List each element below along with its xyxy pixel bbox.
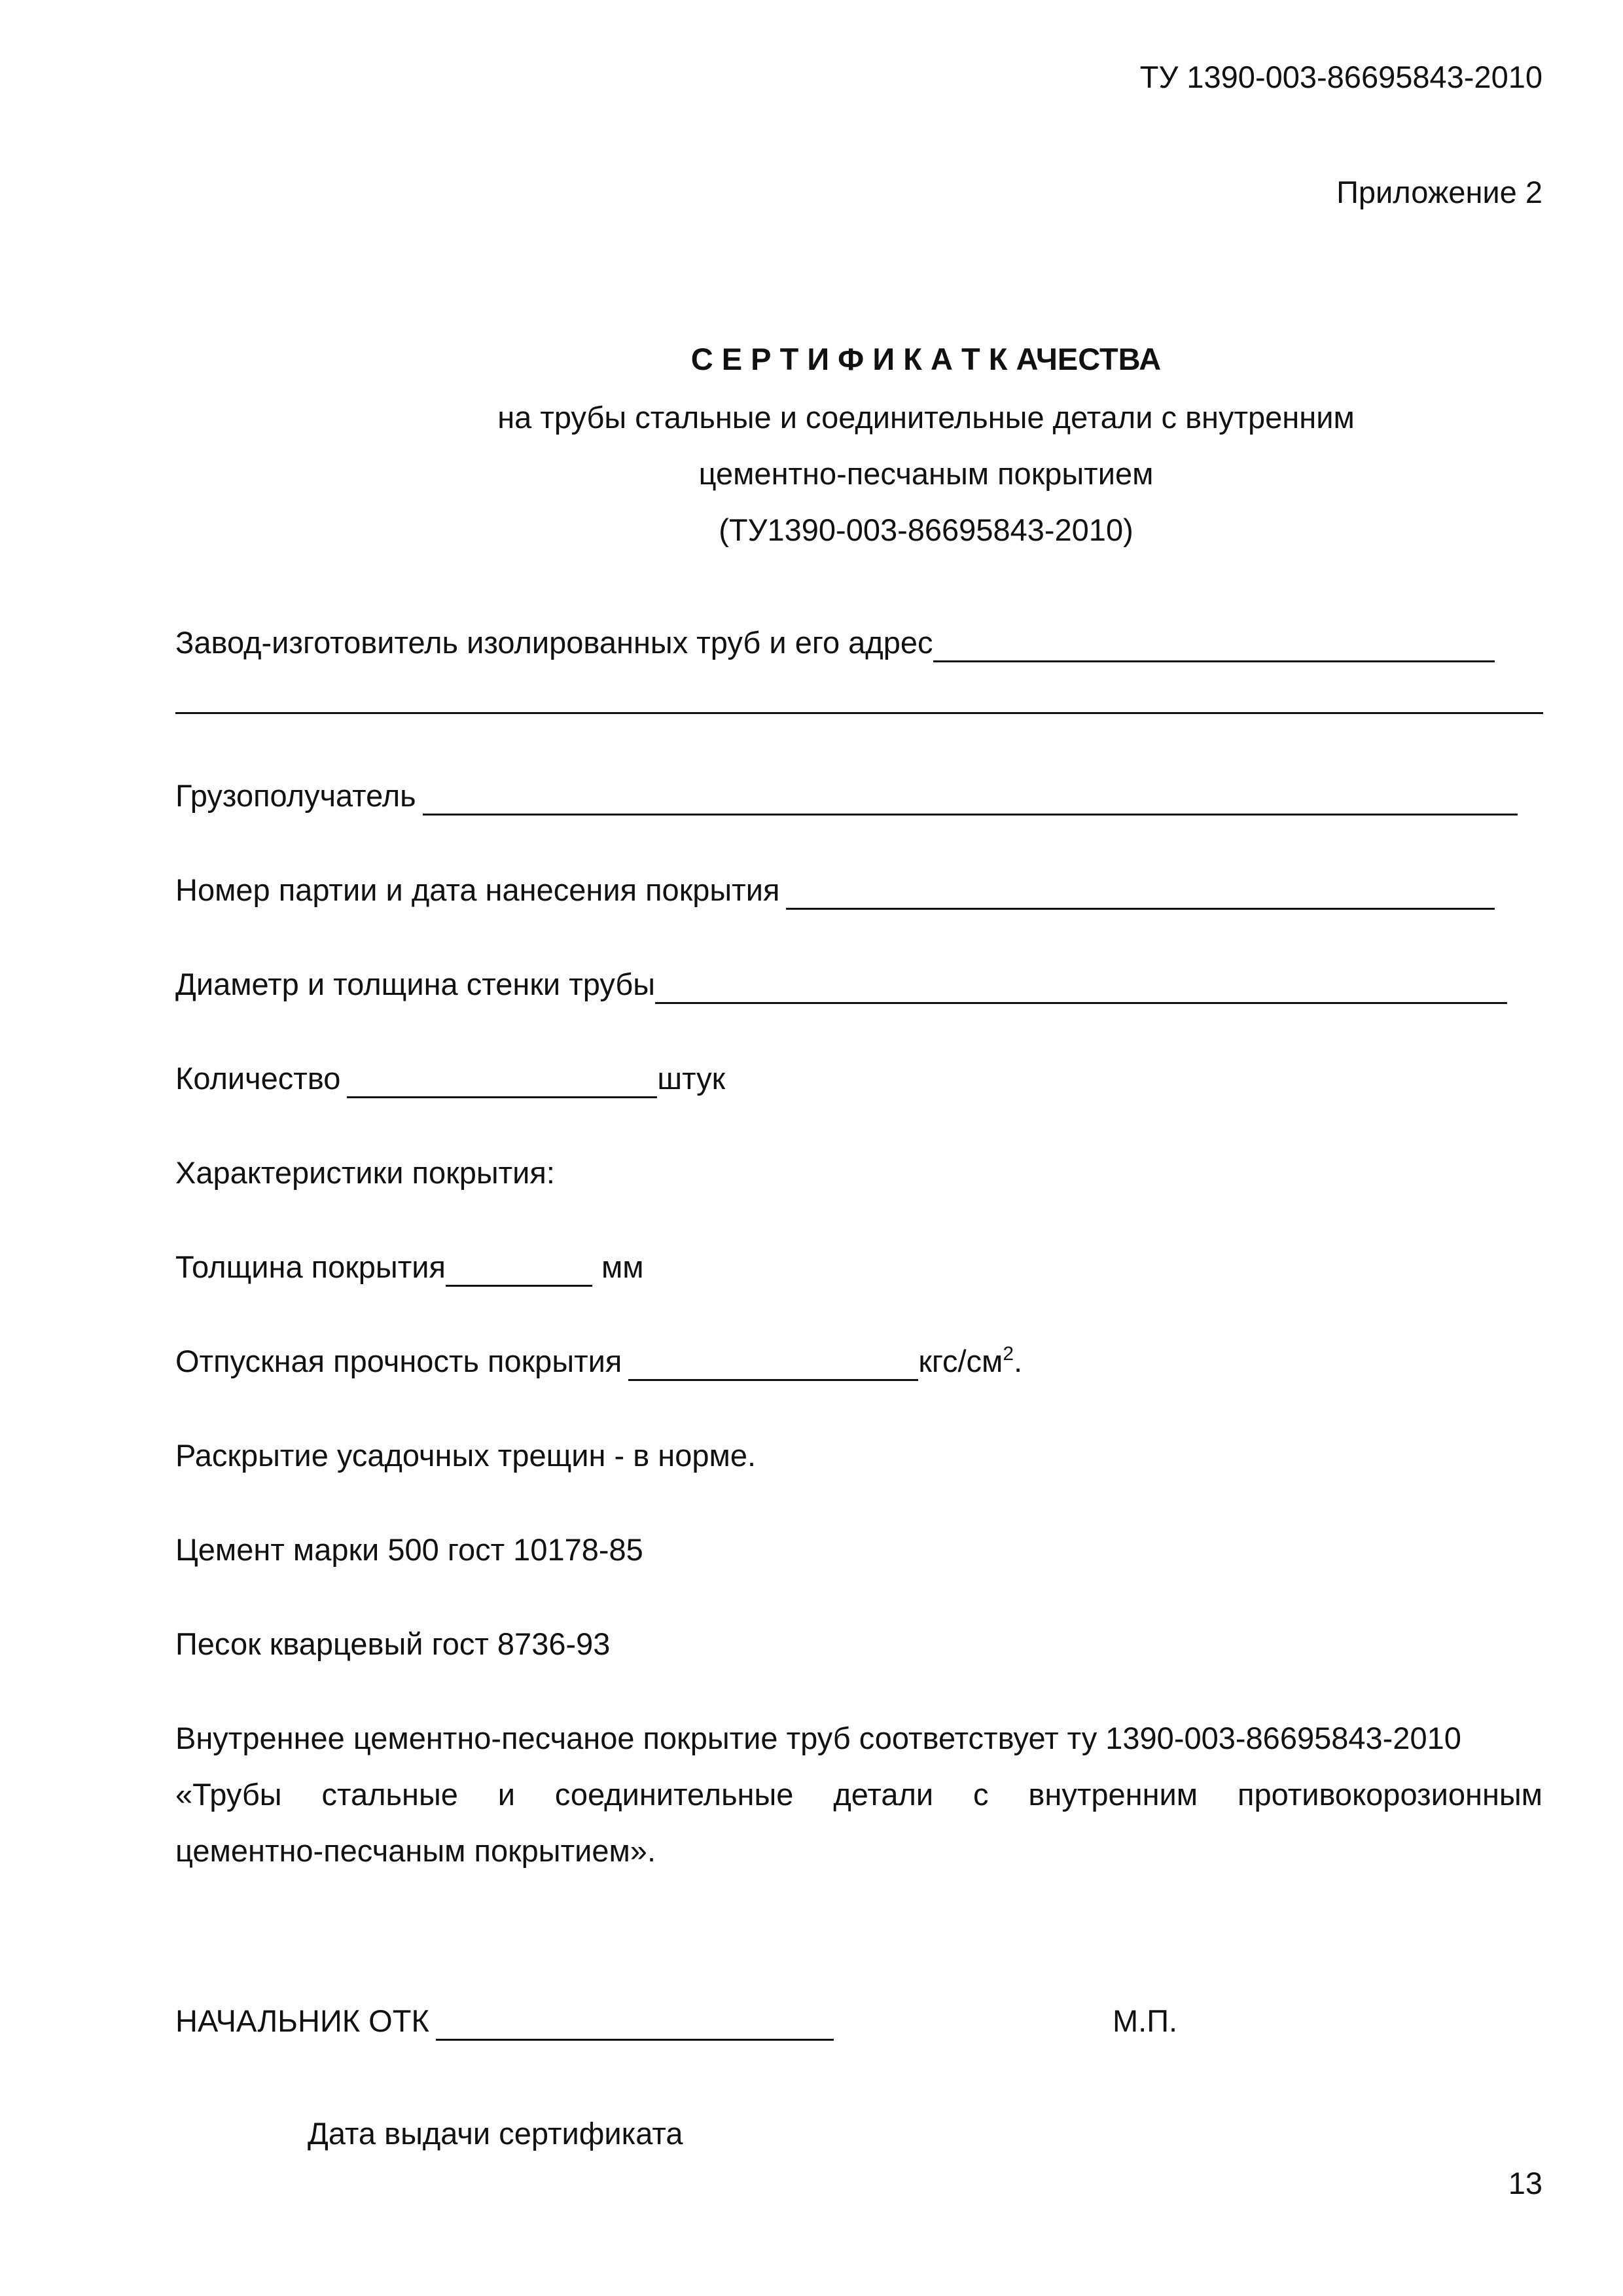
diameter-label: Диаметр и толщина стенки трубы: [175, 967, 656, 1001]
strength-unit: [918, 1342, 1022, 1381]
thickness-label: Толщина покрытия: [175, 1249, 446, 1284]
quantity-label: Количество: [175, 1061, 341, 1096]
consignee-input-line[interactable]: [423, 783, 1518, 816]
sand-statement: Песок кварцевый гост 8736-93: [175, 1626, 611, 1661]
cracks-statement: Раскрытие усадочных трещин - в норме.: [175, 1438, 757, 1473]
appendix-label: Приложение 2: [1336, 175, 1543, 209]
conformity-line-1: Внутреннее цементно-песчаное покрытие труб соответствует ту 1390-003-86695843-2010: [175, 1721, 1461, 1755]
head-signature-field: [175, 2001, 834, 2041]
issue-date-label: Дата выдачи сертификата: [308, 2116, 683, 2151]
doc-code: ТУ 1390-003-86695843-2010: [1139, 60, 1543, 94]
quantity-input-line[interactable]: [347, 1066, 657, 1098]
manufacturer-label: Завод-изготовитель изолированных труб и его адрес: [175, 625, 933, 660]
characteristics-heading: Характеристики покрытия:: [175, 1155, 555, 1190]
head-label: НАЧАЛЬНИК ОТК: [175, 2003, 429, 2038]
quantity-unit: штук: [657, 1061, 726, 1096]
conformity-line-3: цементно-песчаным покрытием».: [175, 1833, 656, 1868]
manufacturer-input-line[interactable]: [933, 630, 1495, 662]
manufacturer-input-line-2[interactable]: [175, 712, 1543, 714]
head-signature-line[interactable]: [436, 2009, 834, 2041]
subtitle-line-3: (ТУ1390-003-86695843-2010): [719, 512, 1133, 547]
manufacturer-field: [175, 623, 1495, 662]
stamp-placeholder: М.П.: [1113, 2003, 1178, 2038]
thickness-input-line[interactable]: [446, 1255, 592, 1287]
batch-input-line[interactable]: [786, 878, 1495, 910]
batch-field: [175, 870, 1495, 910]
certificate-title: С Е Р Т И Ф И К А Т К АЧЕСТВА: [690, 342, 1162, 376]
strength-unit-base: кгс/см: [918, 1344, 1003, 1378]
page-number: 13: [1508, 2166, 1543, 2200]
strength-unit-sup: 2: [1003, 1343, 1014, 1365]
strength-unit-end: .: [1014, 1344, 1023, 1378]
thickness-unit: мм: [601, 1249, 644, 1284]
cement-statement: Цемент марки 500 гост 10178-85: [175, 1532, 643, 1567]
subtitle-line-2: цементно-песчаным покрытием: [698, 456, 1154, 491]
thickness-field: [175, 1247, 644, 1287]
consignee-field: [175, 776, 1518, 816]
quantity-field: [175, 1059, 725, 1098]
consignee-label: Грузополучатель: [175, 778, 416, 813]
subtitle-line-1: на трубы стальные и соединительные детали с внутренним: [497, 400, 1355, 435]
conformity-line-2: «Трубы стальные и соединительные детали с внутренним противокорозионным: [175, 1777, 1543, 1812]
diameter-field: [175, 965, 1507, 1004]
batch-label: Номер партии и дата нанесения покрытия: [175, 872, 780, 907]
strength-input-line[interactable]: [628, 1349, 918, 1381]
strength-field: [175, 1342, 1022, 1381]
diameter-input-line[interactable]: [655, 972, 1507, 1004]
strength-label: Отпускная прочность покрытия: [175, 1344, 622, 1378]
